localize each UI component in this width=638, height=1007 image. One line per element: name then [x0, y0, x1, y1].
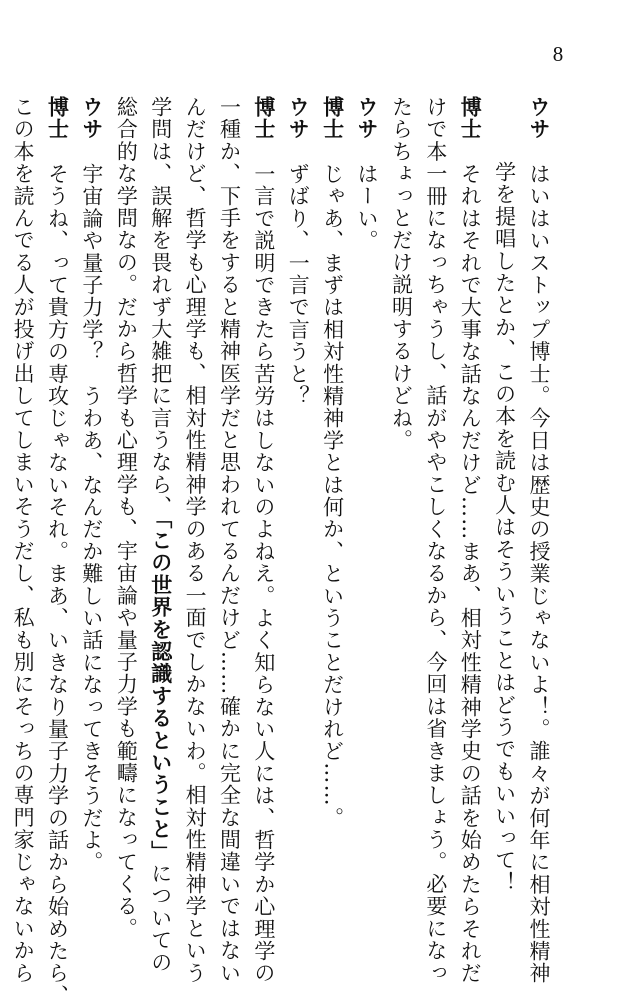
dialogue-line — [248, 96, 279, 985]
line-text: 学問は、誤解を畏れず大雑把に言うなら、 — [148, 96, 173, 518]
line-text: 一言で説明できたら苦労はしないのよねえ。よく知らない人には、哲学か心理学の — [251, 163, 276, 985]
dialogue-line — [42, 96, 73, 1007]
page-number: 8 — [552, 42, 564, 66]
dialogue-line — [420, 96, 451, 984]
vertical-text-body — [11, 96, 554, 1007]
line-text: についての — [148, 862, 173, 974]
dialogue-line — [523, 96, 554, 985]
dialogue-line — [317, 96, 348, 856]
line-text: 総合的な学問なの。だから哲学も心理学も、宇宙論や量子力学も範疇になってくる。 — [114, 96, 139, 940]
line-text: けで本一冊になっちゃうし、話がややこしくなるから、今回は省きましょう。必要になっ — [423, 96, 448, 984]
dialogue-line — [7, 96, 38, 984]
speaker-label: ウサ — [286, 96, 311, 140]
dialogue-line — [111, 96, 142, 940]
speaker-label: ウサ — [527, 96, 551, 140]
speaker-label: ウサ — [79, 96, 104, 140]
speaker-label: 博士 — [45, 96, 70, 140]
speaker-label: 博士 — [320, 96, 345, 140]
line-text: 学を提唱したとか、この本を読む人はそういうことはどうでもいいって！ — [492, 161, 517, 894]
dialogue-line — [386, 96, 417, 856]
line-text: 一種か、下手をすると精神医学だと思われてるんだけど……確かに完全な間違いではない — [217, 96, 242, 984]
line-text: じゃあ、まずは相対性精神学とは何か、ということだけれど……。 — [320, 163, 345, 829]
line-text: ずばり、一言で言うと？ — [286, 163, 311, 408]
speaker-label: ウサ — [355, 96, 380, 140]
line-text: んだけど、哲学も心理学も、相対性精神学のある一面でしかないわ。相対性精神学という — [183, 96, 208, 984]
dialogue-line — [145, 96, 176, 974]
line-text: この本を読んでる人が投げ出してしまいそうだし、私も別にそっちの専門家じゃないから — [11, 96, 36, 984]
dialogue-line — [454, 96, 485, 985]
speaker-label: 博士 — [251, 96, 276, 140]
line-text: はいはいストップ博士。今日は歴史の授業じゃないよ！。誰々が何年に相対性精神 — [527, 163, 551, 985]
speaker-label: 博士 — [458, 96, 483, 140]
dialogue-line — [489, 96, 520, 894]
emphasized-phrase: 「この世界を認識するということ」 — [148, 517, 173, 863]
line-text: はーい。 — [355, 163, 380, 252]
line-text: たらちょっとだけ説明するけどね。 — [389, 96, 414, 452]
dialogue-line — [179, 96, 210, 984]
line-text: そうね、って貴方の専攻じゃないそれ。まあ、いきなり量子力学の話から始めたら、 — [45, 163, 70, 1007]
line-text: 宇宙論や量子力学？ うわあ、なんだか難しい話になってきそうだよ。 — [79, 163, 104, 874]
dialogue-line — [76, 96, 107, 874]
dialogue-line — [282, 96, 313, 856]
dialogue-line — [214, 96, 245, 984]
dialogue-line — [351, 96, 382, 856]
line-text: それはそれで大事な話なんだけど……まあ、相対性精神学史の話を始めたらそれだ — [458, 163, 483, 985]
